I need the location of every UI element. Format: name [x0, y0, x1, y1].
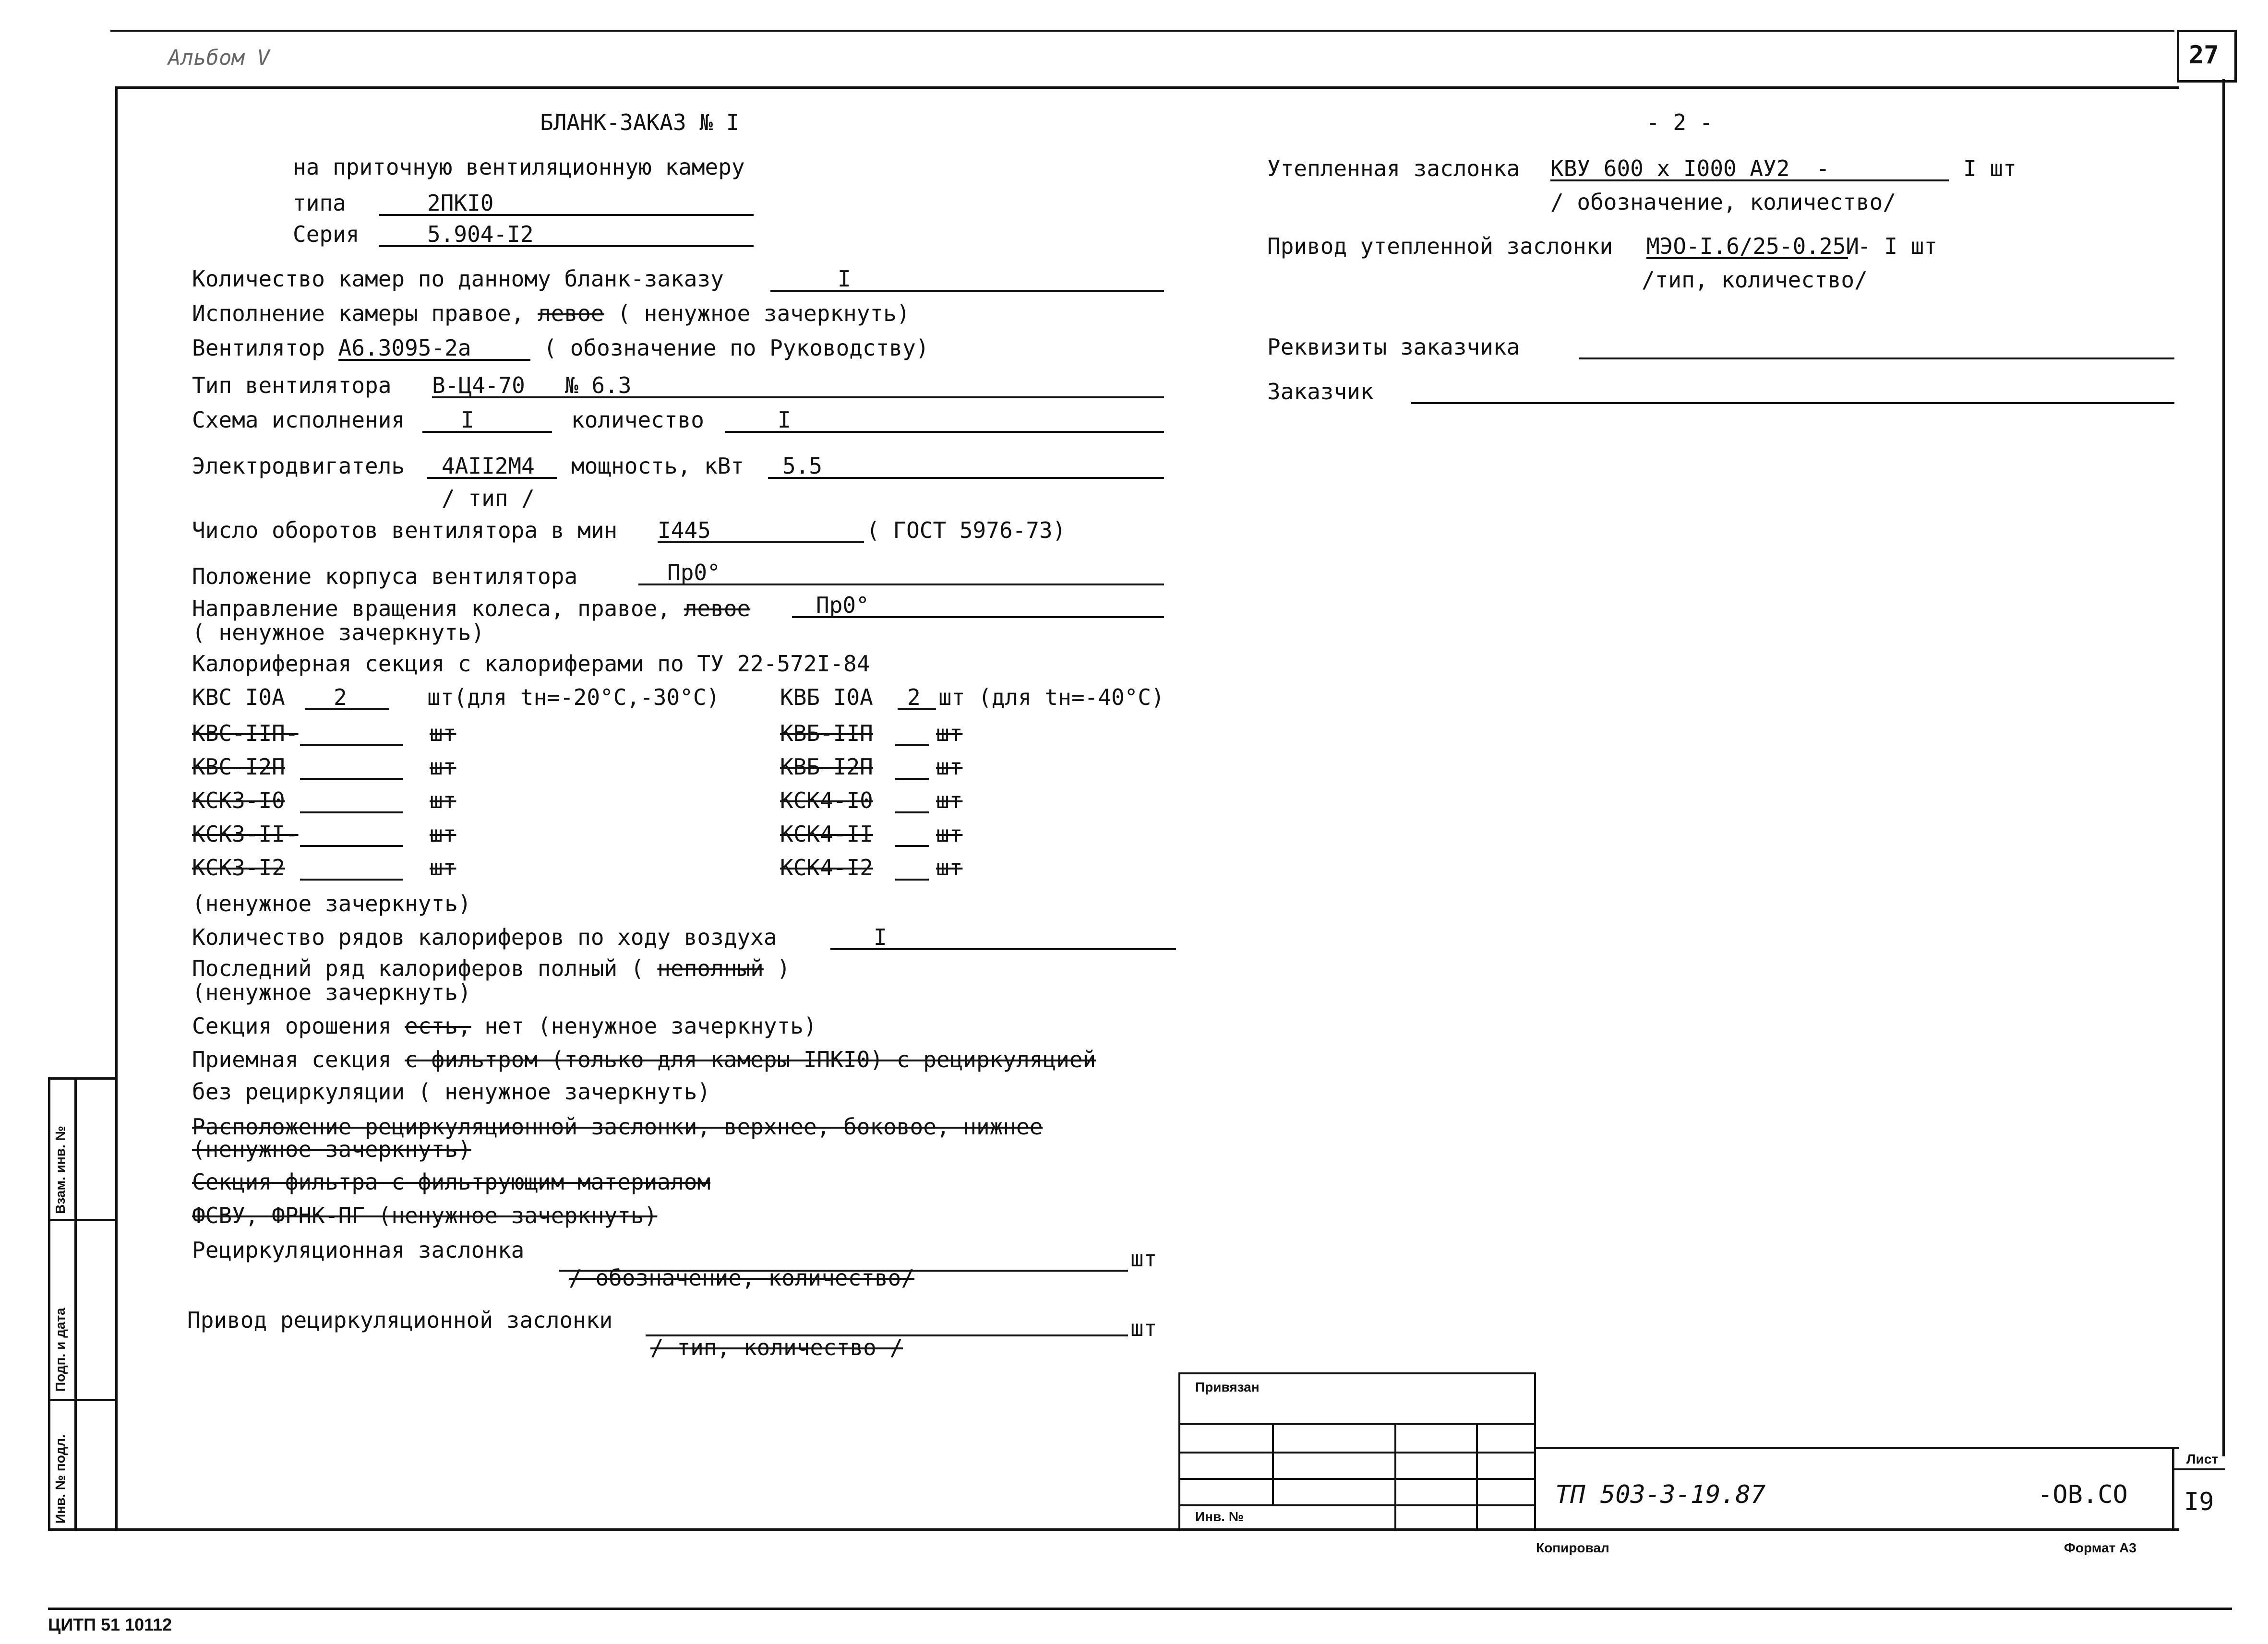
drive-value: МЭО-I.6/25-0.25И [1646, 233, 1860, 259]
doc-suffix: -ОВ.СО [2038, 1480, 2128, 1509]
footer-rule [48, 1608, 2232, 1610]
stamp-col [2172, 1447, 2174, 1531]
struck-right-field [895, 823, 929, 847]
fan-label: Вентилятор [192, 335, 325, 361]
rpm-label: Число оборотов вентилятора в мин [192, 517, 618, 543]
sidebar-inner [74, 1077, 77, 1531]
stamp-col [1476, 1423, 1478, 1531]
sidebar-vzam: Взам. инв. № [53, 1126, 68, 1214]
rows-value: I [874, 924, 887, 950]
filter-struck: Секция фильтра с фильтрующим материалом [192, 1169, 711, 1195]
struck-right-item: КСК4-II [780, 821, 873, 847]
motor-power-label: мощность, кВт [571, 453, 744, 479]
recirc-damper-sub-text: / обозначение, количество/ [569, 1265, 915, 1291]
struck-left-item: КВС-IIП- [192, 720, 299, 746]
recirc-drive-label: Привод рециркуляционной заслонки [187, 1307, 613, 1333]
motor-value: 4АII2М4 [442, 453, 535, 479]
rpm-note: ( ГОСТ 5976-73) [866, 517, 1066, 543]
struck-left-field [300, 823, 403, 847]
exec-label: Исполнение камеры правое, [192, 300, 525, 326]
scheme-qty-value: I [778, 407, 791, 433]
motor-label: Электродвигатель [192, 453, 405, 479]
rows-label: Количество рядов калориферов по ходу воздуха [192, 924, 777, 950]
intake-row [192, 1048, 1096, 1071]
rows-field [830, 926, 1176, 950]
struck-right-sht: шт [936, 720, 963, 746]
sheet-value: I9 [2184, 1488, 2214, 1516]
struck-left-field [300, 722, 403, 746]
stamp-top-rule [1536, 1447, 2179, 1449]
stamp-rule [1178, 1504, 1536, 1506]
irrig-row [192, 1015, 817, 1037]
frame-right [2222, 79, 2225, 1456]
struck-left-item: КВС-I2П [192, 754, 285, 780]
sidebar-podp: Подп. и дата [53, 1308, 68, 1392]
recirc-drive-field [646, 1312, 1128, 1336]
kvs10a-field [305, 686, 389, 710]
drive-label: Привод утепленной заслонки [1267, 233, 1613, 259]
dir-row [192, 597, 750, 619]
qty-field [770, 268, 1164, 292]
exec-struck: левое [538, 300, 604, 326]
exec-note: ( ненужное зачеркнуть) [617, 300, 910, 326]
qty-label: Количество камер по данному бланк-заказу [192, 266, 724, 292]
sidebar-rule [48, 1077, 118, 1080]
top-rule [110, 30, 2174, 32]
page-marker: - 2 - [1646, 109, 1713, 135]
fantype-label: Тип вентилятора [192, 372, 392, 398]
struck-right-sht: шт [936, 821, 963, 847]
fantype-num: 6.3 [591, 372, 632, 398]
motor-power-field [768, 455, 1164, 479]
fantype-no: № [564, 372, 578, 398]
struck-right-sht: шт [936, 787, 963, 813]
struck-right-item: КСК4-I2 [780, 855, 873, 881]
page-number: 27 [2189, 41, 2219, 70]
subtitle: на приточную вентиляционную камеру [293, 154, 745, 180]
dir-note: ( ненужное зачеркнуть) [192, 619, 485, 645]
fantype-field [432, 374, 1164, 398]
stamp-rule [2174, 1468, 2225, 1470]
scheme-value: I [461, 407, 474, 433]
stamp-rule [1178, 1452, 1536, 1453]
struck-left-field [300, 789, 403, 813]
struck-left-sht: шт [430, 821, 456, 847]
struck-left-item: КСК3-II- [192, 821, 299, 847]
heater-title: Калориферная секция с калориферами по ТУ 22-572I-84 [192, 651, 870, 677]
kvs10a-note: шт(для tн=-20°С,-30°С) [427, 684, 720, 710]
last-row-label: Последний ряд калориферов полный ( [192, 955, 644, 981]
scheme-qty-label: количество [571, 407, 704, 433]
pos-label: Положение корпуса вентилятора [192, 563, 578, 589]
struck-right-field [895, 857, 929, 881]
rekv-label: Реквизиты заказчика [1267, 334, 1520, 360]
recirc-damper-label: Рециркуляционная заслонка [192, 1237, 525, 1263]
damper-field [1550, 157, 1949, 181]
damper-sub: / обозначение, количество/ [1550, 189, 1896, 215]
kvb10a-qty: 2 [907, 684, 921, 710]
kvb10a-label: КВБ I0А [780, 684, 873, 710]
scheme-qty-field [725, 409, 1164, 433]
damper-dash: - [1816, 155, 1830, 181]
sidebar-invpodl: Инв. № подл. [53, 1434, 68, 1524]
irrig-label: Секция орошения [192, 1013, 392, 1039]
recirc-damper-sub [569, 1267, 914, 1289]
rpm-field [658, 519, 864, 543]
customer-line [1411, 402, 2174, 404]
rpm-value: I445 [658, 517, 711, 543]
recirc-damper-sht: шт [1130, 1246, 1157, 1272]
stamp-col [1394, 1423, 1396, 1531]
last-row-note: (ненужное зачеркнуть) [192, 979, 471, 1005]
struck-right-field [895, 756, 929, 780]
sidebar-rule [48, 1219, 118, 1221]
irrig-struck: есть, [405, 1013, 471, 1039]
fantype-value: В-Ц4-70 [432, 372, 525, 398]
intake-struck: с фильтром (только для камеры IПКI0) с рециркуляцией [405, 1047, 1096, 1072]
customer-label: Заказчик [1267, 379, 1374, 405]
irrig-rest: нет (ненужное зачеркнуть) [484, 1013, 817, 1039]
unneeded-note: (ненужное зачеркнуть) [192, 891, 471, 917]
format-label: Формат А3 [2064, 1540, 2136, 1555]
last-row-end: ) [777, 955, 791, 981]
intake-label: Приемная секция [192, 1047, 392, 1072]
kvb10a-field [898, 686, 936, 710]
damper-label: Утепленная заслонка [1267, 155, 1520, 181]
recirc-pos-note: (ненужное зачеркнуть) [192, 1136, 471, 1162]
stamp-attached: Привязан [1195, 1380, 1260, 1394]
struck-right-sht: шт [936, 754, 963, 780]
dir-value: Пр0° [816, 592, 869, 618]
stamp-col [1272, 1423, 1274, 1504]
sheet-label: Лист [2186, 1452, 2219, 1466]
drive-qty: - I шт [1858, 233, 1938, 259]
type-value: 2ПКI0 [427, 190, 494, 216]
recirc-drive-sub [650, 1336, 903, 1358]
copied-label: Копировал [1536, 1540, 1609, 1555]
kvb10a-note: шт (для tн=-40°С) [938, 684, 1164, 710]
damper-qty: I шт [1963, 155, 2016, 181]
struck-left-field [300, 756, 403, 780]
frame-top [115, 86, 2179, 89]
struck-left-item: КСК3-I2 [192, 855, 285, 881]
exec-row [192, 302, 910, 324]
kvs10a-label: КВС I0А [192, 684, 285, 710]
doc-code: ТП 503-3-19.87 [1555, 1480, 1766, 1509]
struck-left-sht: шт [430, 754, 456, 780]
struck-left-item: КСК3-I0 [192, 787, 285, 813]
recirc-drive-sht: шт [1130, 1315, 1157, 1341]
type-label: типа [293, 190, 346, 216]
series-value: 5.904-I2 [427, 221, 534, 247]
motor-type-note: / тип / [442, 485, 535, 511]
struck-right-field [895, 789, 929, 813]
drive-field [1646, 233, 1860, 259]
last-row-struck: неполный [657, 955, 764, 981]
type-field [379, 192, 754, 216]
series-label: Серия [293, 221, 360, 247]
motor-power-value: 5.5 [782, 453, 823, 479]
struck-right-item: КВБ-IIП [780, 720, 873, 746]
filter-struck-2: ФСВУ, ФРНК-ПГ (ненужное зачеркнуть) [192, 1203, 658, 1228]
last-row [192, 957, 790, 979]
stamp-rule [1178, 1478, 1536, 1480]
kvs10a-qty: 2 [334, 684, 347, 710]
motor-field [427, 455, 557, 479]
intake-line2: без рециркуляции ( ненужное зачеркнуть) [192, 1079, 711, 1105]
struck-right-field [895, 722, 929, 746]
recirc-drive-sub-text: / тип, количество / [650, 1334, 903, 1360]
sidebar-rule [48, 1399, 118, 1401]
struck-right-item: КСК4-I0 [780, 787, 873, 813]
dir-struck: левое [684, 596, 751, 621]
fan-value: А6.3095-2а [338, 337, 530, 361]
struck-left-sht: шт [430, 855, 456, 881]
album-label: Альбом V [168, 46, 270, 70]
struck-right-sht: шт [936, 855, 963, 881]
damper-value: КВУ 600 х I000 АУ2 [1550, 155, 1790, 181]
qty-value: I [838, 266, 851, 292]
stamp-inv-no: Инв. № [1195, 1509, 1244, 1524]
stamp-rule [1178, 1423, 1536, 1425]
footer-code: ЦИТП 51 10112 [48, 1615, 172, 1634]
struck-left-sht: шт [430, 787, 456, 813]
fan-note: ( обозначение по Руководству) [543, 335, 929, 361]
form-title: БЛАНК-ЗАКАЗ № I [540, 109, 740, 135]
scheme-field [422, 409, 552, 433]
sidebar-outer [48, 1077, 50, 1531]
dir-field [792, 594, 1164, 618]
fan-row [192, 337, 929, 361]
drive-sub: /тип, количество/ [1642, 267, 1868, 293]
pos-field [638, 561, 1164, 585]
rekv-line [1579, 357, 2174, 359]
recirc-pos-struck: Расположение рециркуляционной заслонки, верхнее, боковое, нижнее [192, 1114, 1043, 1140]
series-field [379, 223, 754, 247]
frame-left [115, 86, 118, 1531]
frame-bottom [48, 1528, 2179, 1531]
dir-label: Направление вращения колеса, правое, [192, 596, 671, 621]
struck-left-field [300, 857, 403, 881]
pos-value: Пр0° [667, 560, 720, 585]
scheme-label: Схема исполнения [192, 407, 405, 433]
struck-right-item: КВБ-I2П [780, 754, 873, 780]
struck-left-sht: шт [430, 720, 456, 746]
